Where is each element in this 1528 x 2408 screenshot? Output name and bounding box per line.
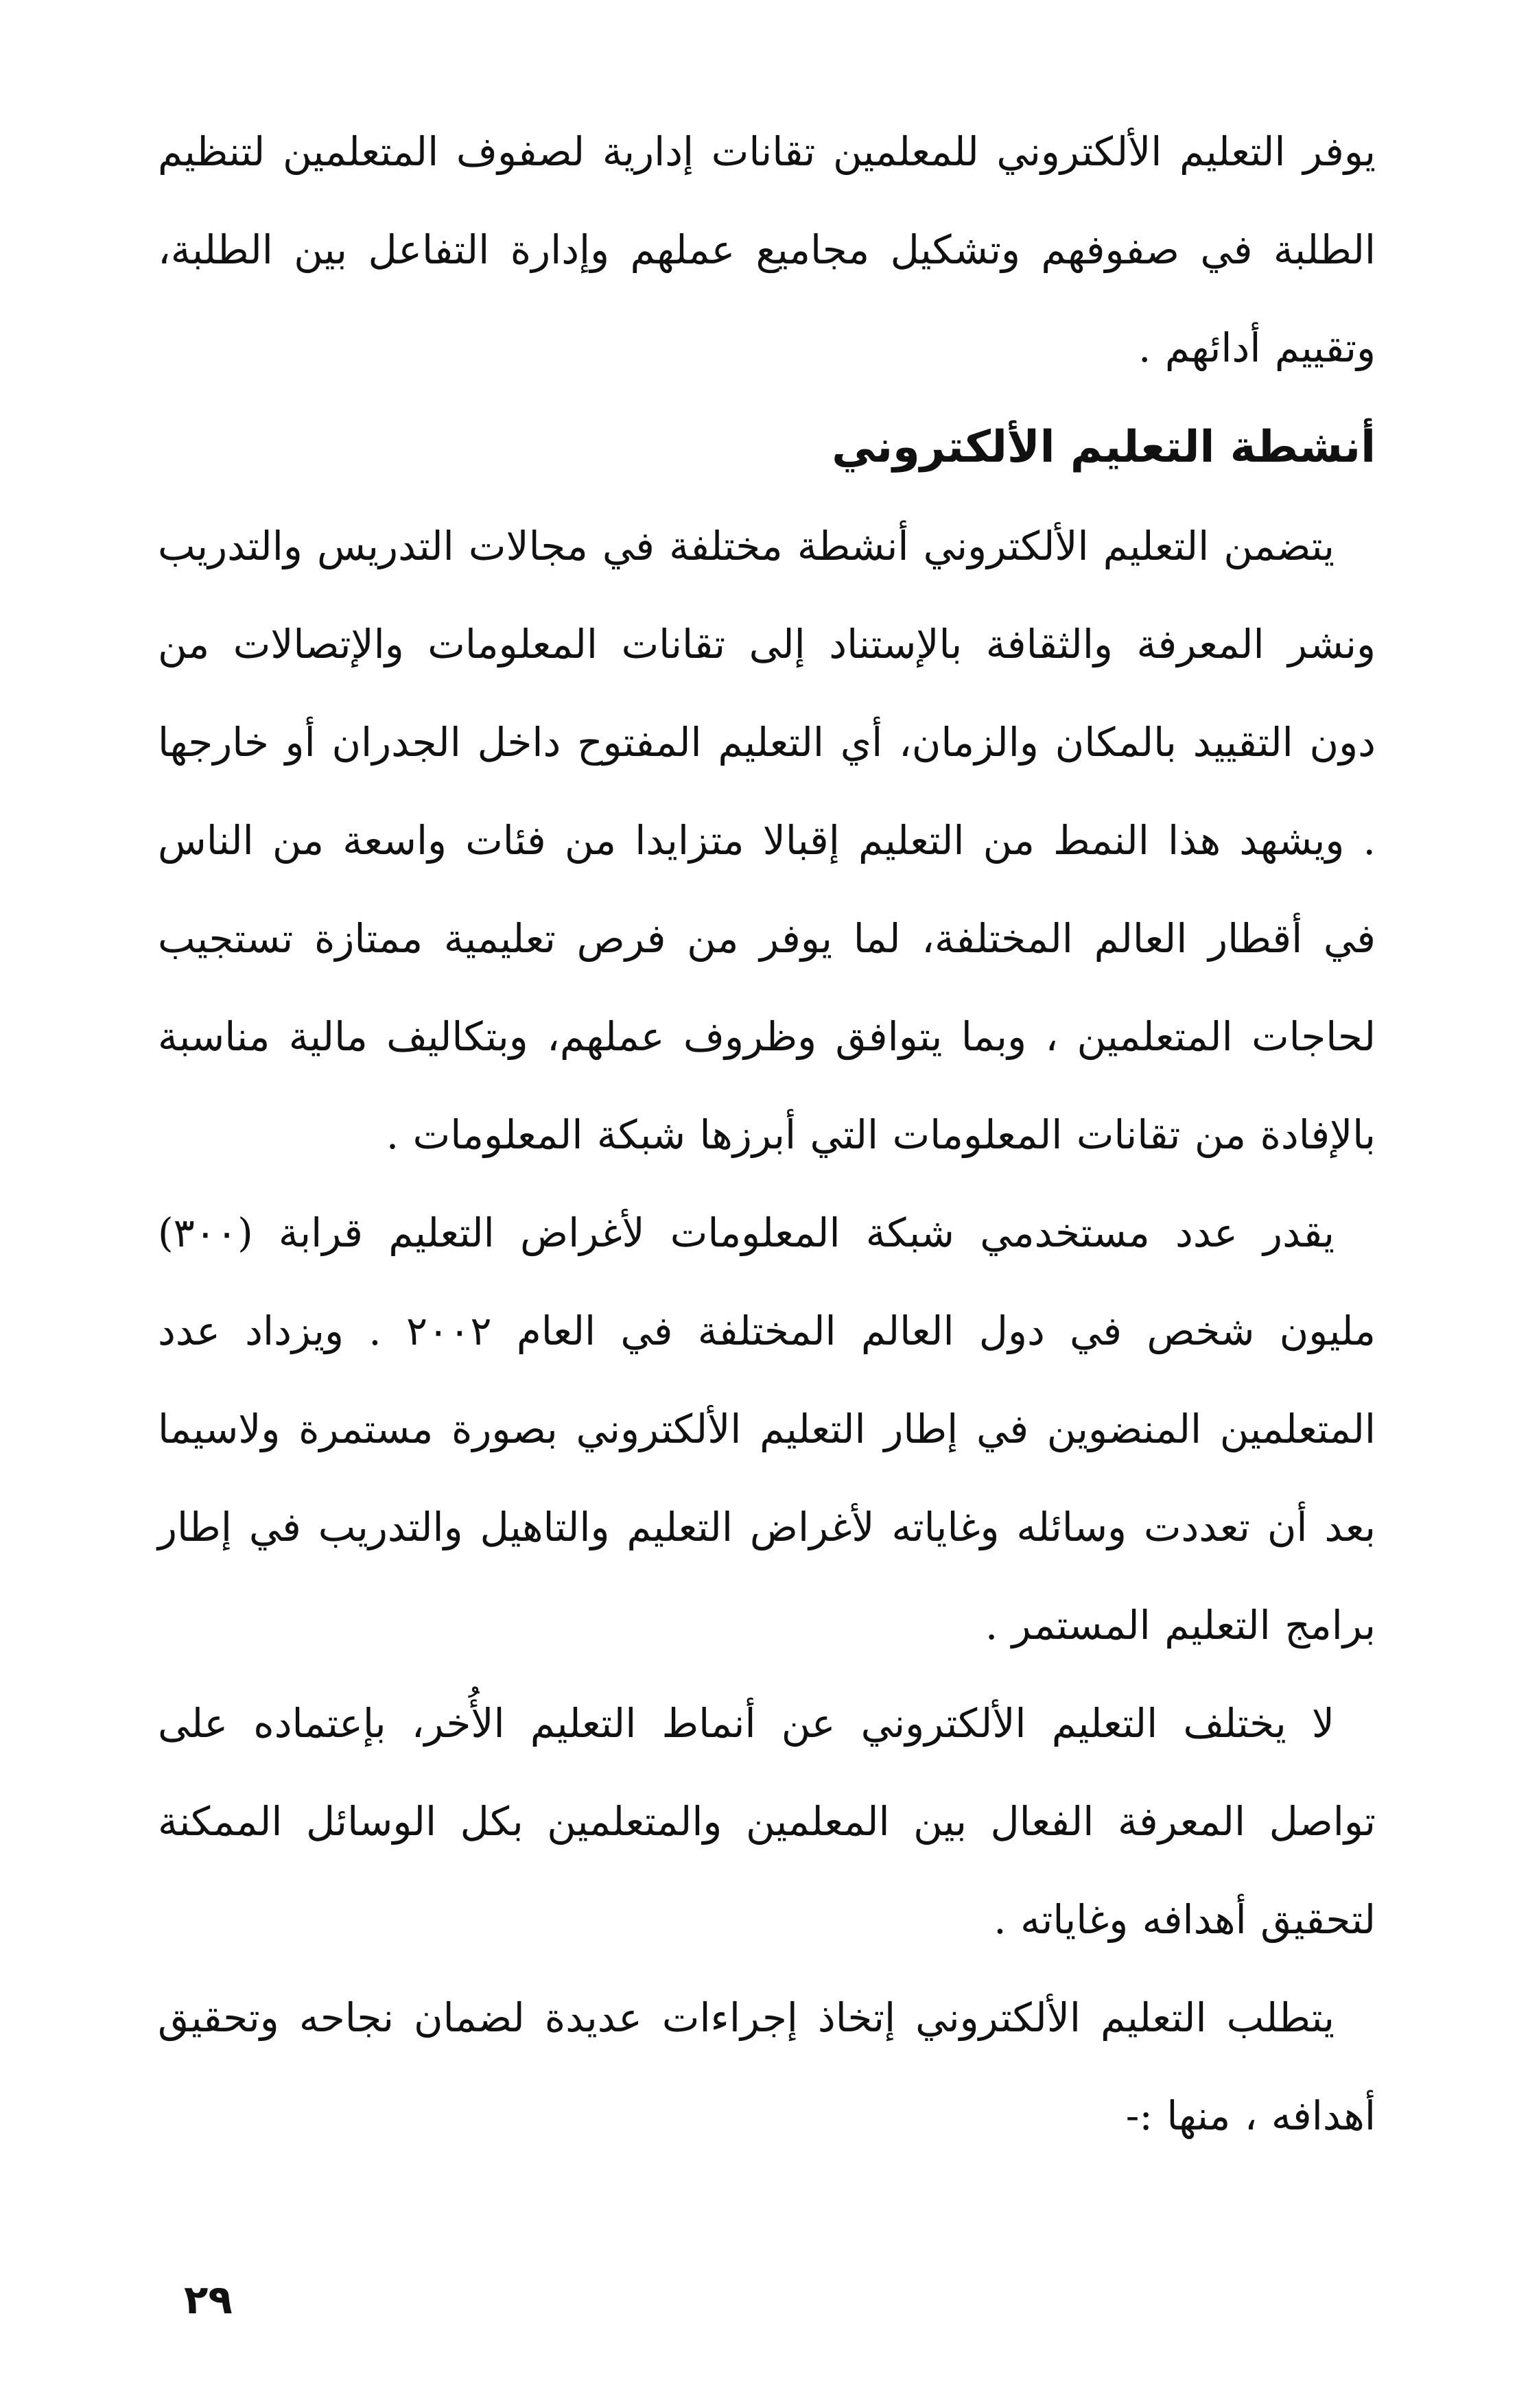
paragraph-requirements: يتطلب التعليم الألكتروني إتخاذ إجراءات عديدة لضمان نجاحه وتحقيق أهدافه ، منها :-: [158, 1994, 1376, 2139]
paragraph-user-count: يقدر عدد مستخدمي شبكة المعلومات لأغراض التعليم قرابة (٣٠٠) مليون شخص في دول العالم المختلفة في العام ٢٠٠٢ . ويزداد عدد المتعلمين المنضوين في إطار التعليم الألكتروني بصورة مستمرة ولاسيما بعد أن تعددت وسائله وغاياته لأغراض التعليم والتاهيل والتدريب في إطار برامج التعليم المستمر .: [158, 1209, 1376, 1649]
section-heading: أنشطة التعليم الألكتروني: [832, 422, 1376, 473]
page-body: [158, 103, 1376, 2165]
paragraph-activities: يتضمن التعليم الألكتروني أنشطة مختلفة في مجالات التدريس والتدريب ونشر المعرفة والثقافة بالإستناد إلى تقانات المعلومات والإتصالات من دون التقييد بالمكان والزمان، أي التعليم المفتوح داخل الجدران أو خارجها . ويشهد هذا النمط من التعليم إقبالا متزايدا من فئات واسعة من الناس في أقطار العالم المختلفة، لما يوفر من فرص تعليمية ممتازة تستجيب لحاجات المتعلمين ، وبما يتوافق وظروف عملهم، وبتكاليف مالية مناسبة بالإفادة من تقانات المعلومات التي أبرزها شبكة المعلومات .: [158, 523, 1376, 1158]
page-number: ٢٩: [184, 2276, 233, 2323]
paragraph-intro: يوفر التعليم الألكتروني للمعلمين تقانات إدارية لصفوف المتعلمين لتنظيم الطلبة في صفوفهم وتشكيل مجاميع عملهم وإدارة التفاعل بين الطلبة، وتقييم أدائهم .: [158, 128, 1376, 371]
paragraph-comparison: لا يختلف التعليم الألكتروني عن أنماط التعليم الأُخر، بإعتماده على تواصل المعرفة الفعال بين المعلمين والمتعلمين بكل الوسائل الممكنة لتحقيق أهدافه وغاياته .: [158, 1700, 1376, 1943]
